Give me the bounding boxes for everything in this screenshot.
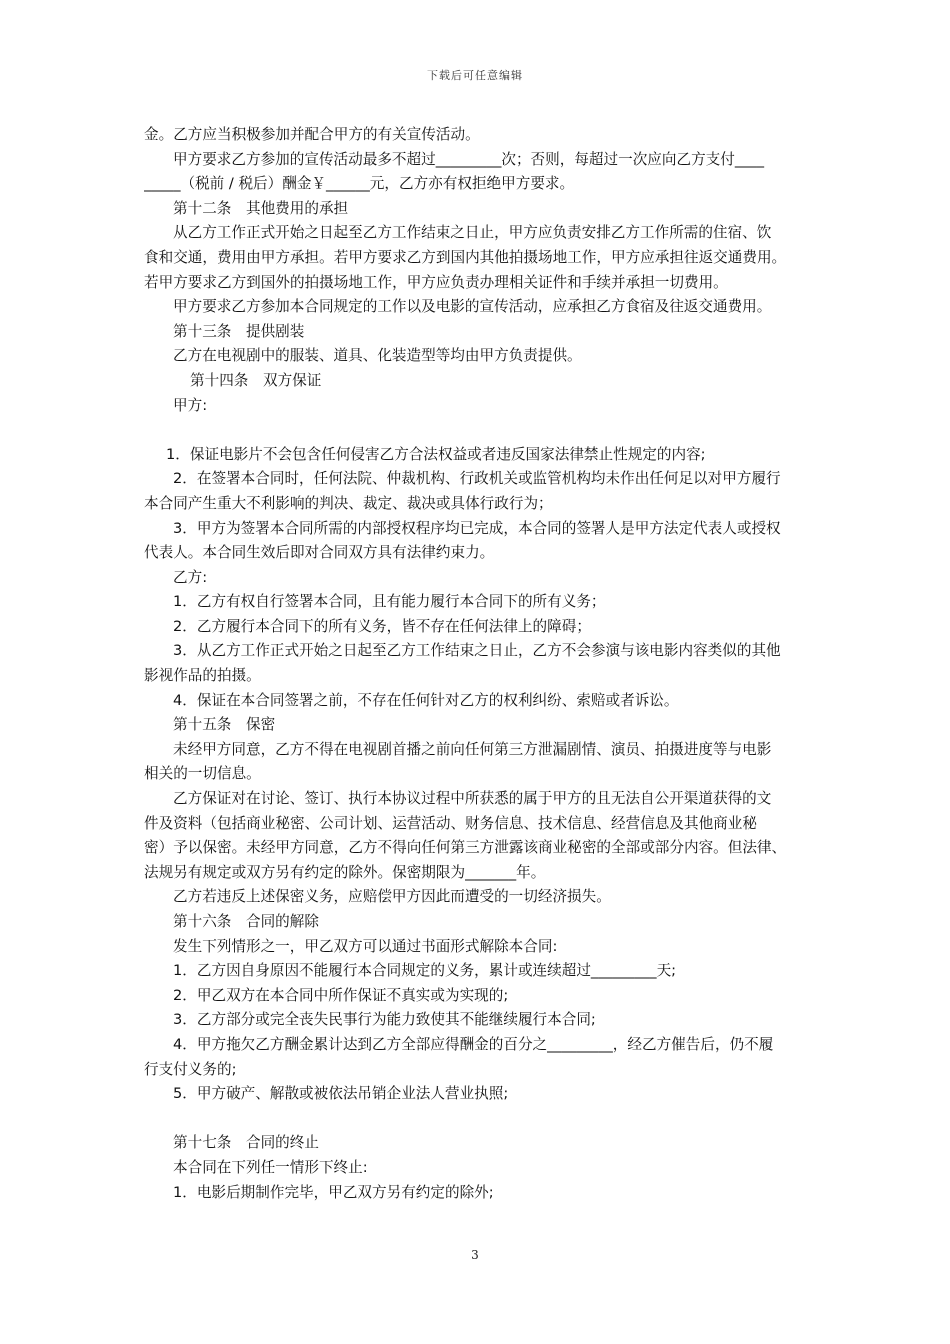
list-item: 3．甲方为签署本合同所需的内部授权程序均已完成，本合同的签署人是甲方法定代表人或授权 [173, 519, 781, 537]
paragraph-line: 食和交通，费用由甲方承担。若甲方要求乙方到国内其他拍摄场地工作，甲方应承担往返交通费用。 [144, 248, 787, 266]
paragraph-line: 本合同在下列任一情形下终止: [173, 1158, 368, 1176]
document-body [144, 123, 808, 1205]
section-heading-16: 第十六条 合同的解除 [173, 913, 319, 930]
paragraph-line: 从乙方工作正式开始之日起至乙方工作结束之日止，甲方应负责安排乙方工作所需的住宿、饮 [173, 224, 772, 242]
blank-line [144, 1107, 808, 1132]
list-item: 1．保证电影片不会包含任何侵害乙方合法权益或者违反国家法律禁止性规定的内容; [166, 445, 706, 463]
paragraph-line: 相关的一切信息。 [144, 765, 261, 783]
list-item: 1．乙方有权自行签署本合同，且有能力履行本合同下的所有义务； [173, 593, 606, 611]
list-item: 3．乙方部分或完全丧失民事行为能力致使其不能继续履行本合同; [173, 1011, 596, 1029]
party-a-label: 甲方: [173, 396, 208, 414]
section-heading-14: 第十四条 双方保证 [190, 371, 322, 389]
page-number: 3 [471, 1248, 479, 1262]
list-item: 5．甲方破产、解散或被依法吊销企业法人营业执照; [173, 1085, 509, 1103]
paragraph-line: 件及资料（包括商业秘密、公司计划、运营活动、财务信息、技术信息、经营信息及其他商业秘 [144, 814, 757, 832]
party-b-label: 乙方: [173, 568, 208, 586]
paragraph-line: 金。乙方应当积极参加并配合甲方的有关宣传活动。 [144, 126, 480, 143]
paragraph-line: _____（税前 / 税后）酬金￥______元，乙方亦有权拒绝甲方要求。 [144, 175, 575, 193]
paragraph-line: 本合同产生重大不利影响的判决、裁定、裁决或具体行政行为； [144, 494, 553, 512]
list-item: 4．保证在本合同签署之前，不存在任何针对乙方的权利纠纷、索赔或者诉讼。 [173, 691, 679, 709]
list-item: 1．电影后期制作完毕，甲乙双方另有约定的除外; [173, 1183, 494, 1201]
paragraph-line: 若甲方要求乙方到国外的拍摄场地工作，甲方应负责办理相关证件和手续并承担一切费用。 [144, 273, 728, 291]
list-item: 2．甲乙双方在本合同中所作保证不真实或为实现的; [173, 986, 509, 1004]
blank-line [144, 418, 808, 443]
paragraph-line: 未经甲方同意，乙方不得在电视剧首播之前向任何第三方泄漏剧情、演员、拍摄进度等与电影 [173, 740, 772, 758]
paragraph-line: 密）予以保密。未经甲方同意，乙方不得向任何第三方泄露该商业秘密的全部或部分内容。但法律、 [144, 839, 787, 857]
paragraph-line: 乙方保证对在讨论、签订、执行本协议过程中所获悉的属于甲方的且无法自公开渠道获得的文 [173, 790, 772, 808]
paragraph-line: 法规另有规定或双方另有约定的除外。保密期限为_______年。 [144, 863, 546, 881]
list-item: 3．从乙方工作正式开始之日起至乙方工作结束之日止，乙方不会参演与该电影内容类似的其他 [173, 642, 781, 660]
list-item: 4．甲方拖欠乙方酬金累计达到乙方全部应得酬金的百分之_________，经乙方催告后，仍不履 [173, 1035, 774, 1053]
paragraph-line: 乙方若违反上述保密义务，应赔偿甲方因此而遭受的一切经济损失。 [173, 888, 611, 906]
paragraph-line: 影视作品的拍摄。 [144, 667, 261, 685]
section-heading-15: 第十五条 保密 [173, 716, 276, 734]
paragraph-line: 甲方要求乙方参加本合同规定的工作以及电影的宣传活动，应承担乙方食宿及往返交通费用。 [173, 298, 772, 316]
section-heading-17: 第十七条 合同的终止 [173, 1134, 319, 1152]
paragraph-line: 代表人。本合同生效后即对合同双方具有法律约束力。 [144, 544, 495, 562]
paragraph-line: 行支付义务的; [144, 1060, 237, 1078]
section-heading-13: 第十三条 提供剧装 [173, 322, 305, 340]
paragraph-line: 发生下列情形之一，甲乙双方可以通过书面形式解除本合同: [173, 937, 558, 955]
list-item: 1．乙方因自身原因不能履行本合同规定的义务，累计或连续超过_________天; [173, 962, 677, 980]
page-header: 下载后可任意编辑 [427, 69, 523, 82]
section-heading-12: 第十二条 其他费用的承担 [173, 199, 349, 217]
list-item: 2．乙方履行本合同下的所有义务，皆不存在任何法律上的障碍； [173, 617, 591, 635]
list-item: 2．在签署本合同时，任何法院、仲裁机构、行政机关或监管机构均未作出任何足以对甲方履行 [173, 470, 781, 488]
paragraph-line: 甲方要求乙方参加的宣传活动最多不超过_________次；否则，每超过一次应向乙方支付____ [173, 150, 765, 168]
paragraph-line: 乙方在电视剧中的服装、道具、化装造型等均由甲方负责提供。 [173, 347, 582, 365]
